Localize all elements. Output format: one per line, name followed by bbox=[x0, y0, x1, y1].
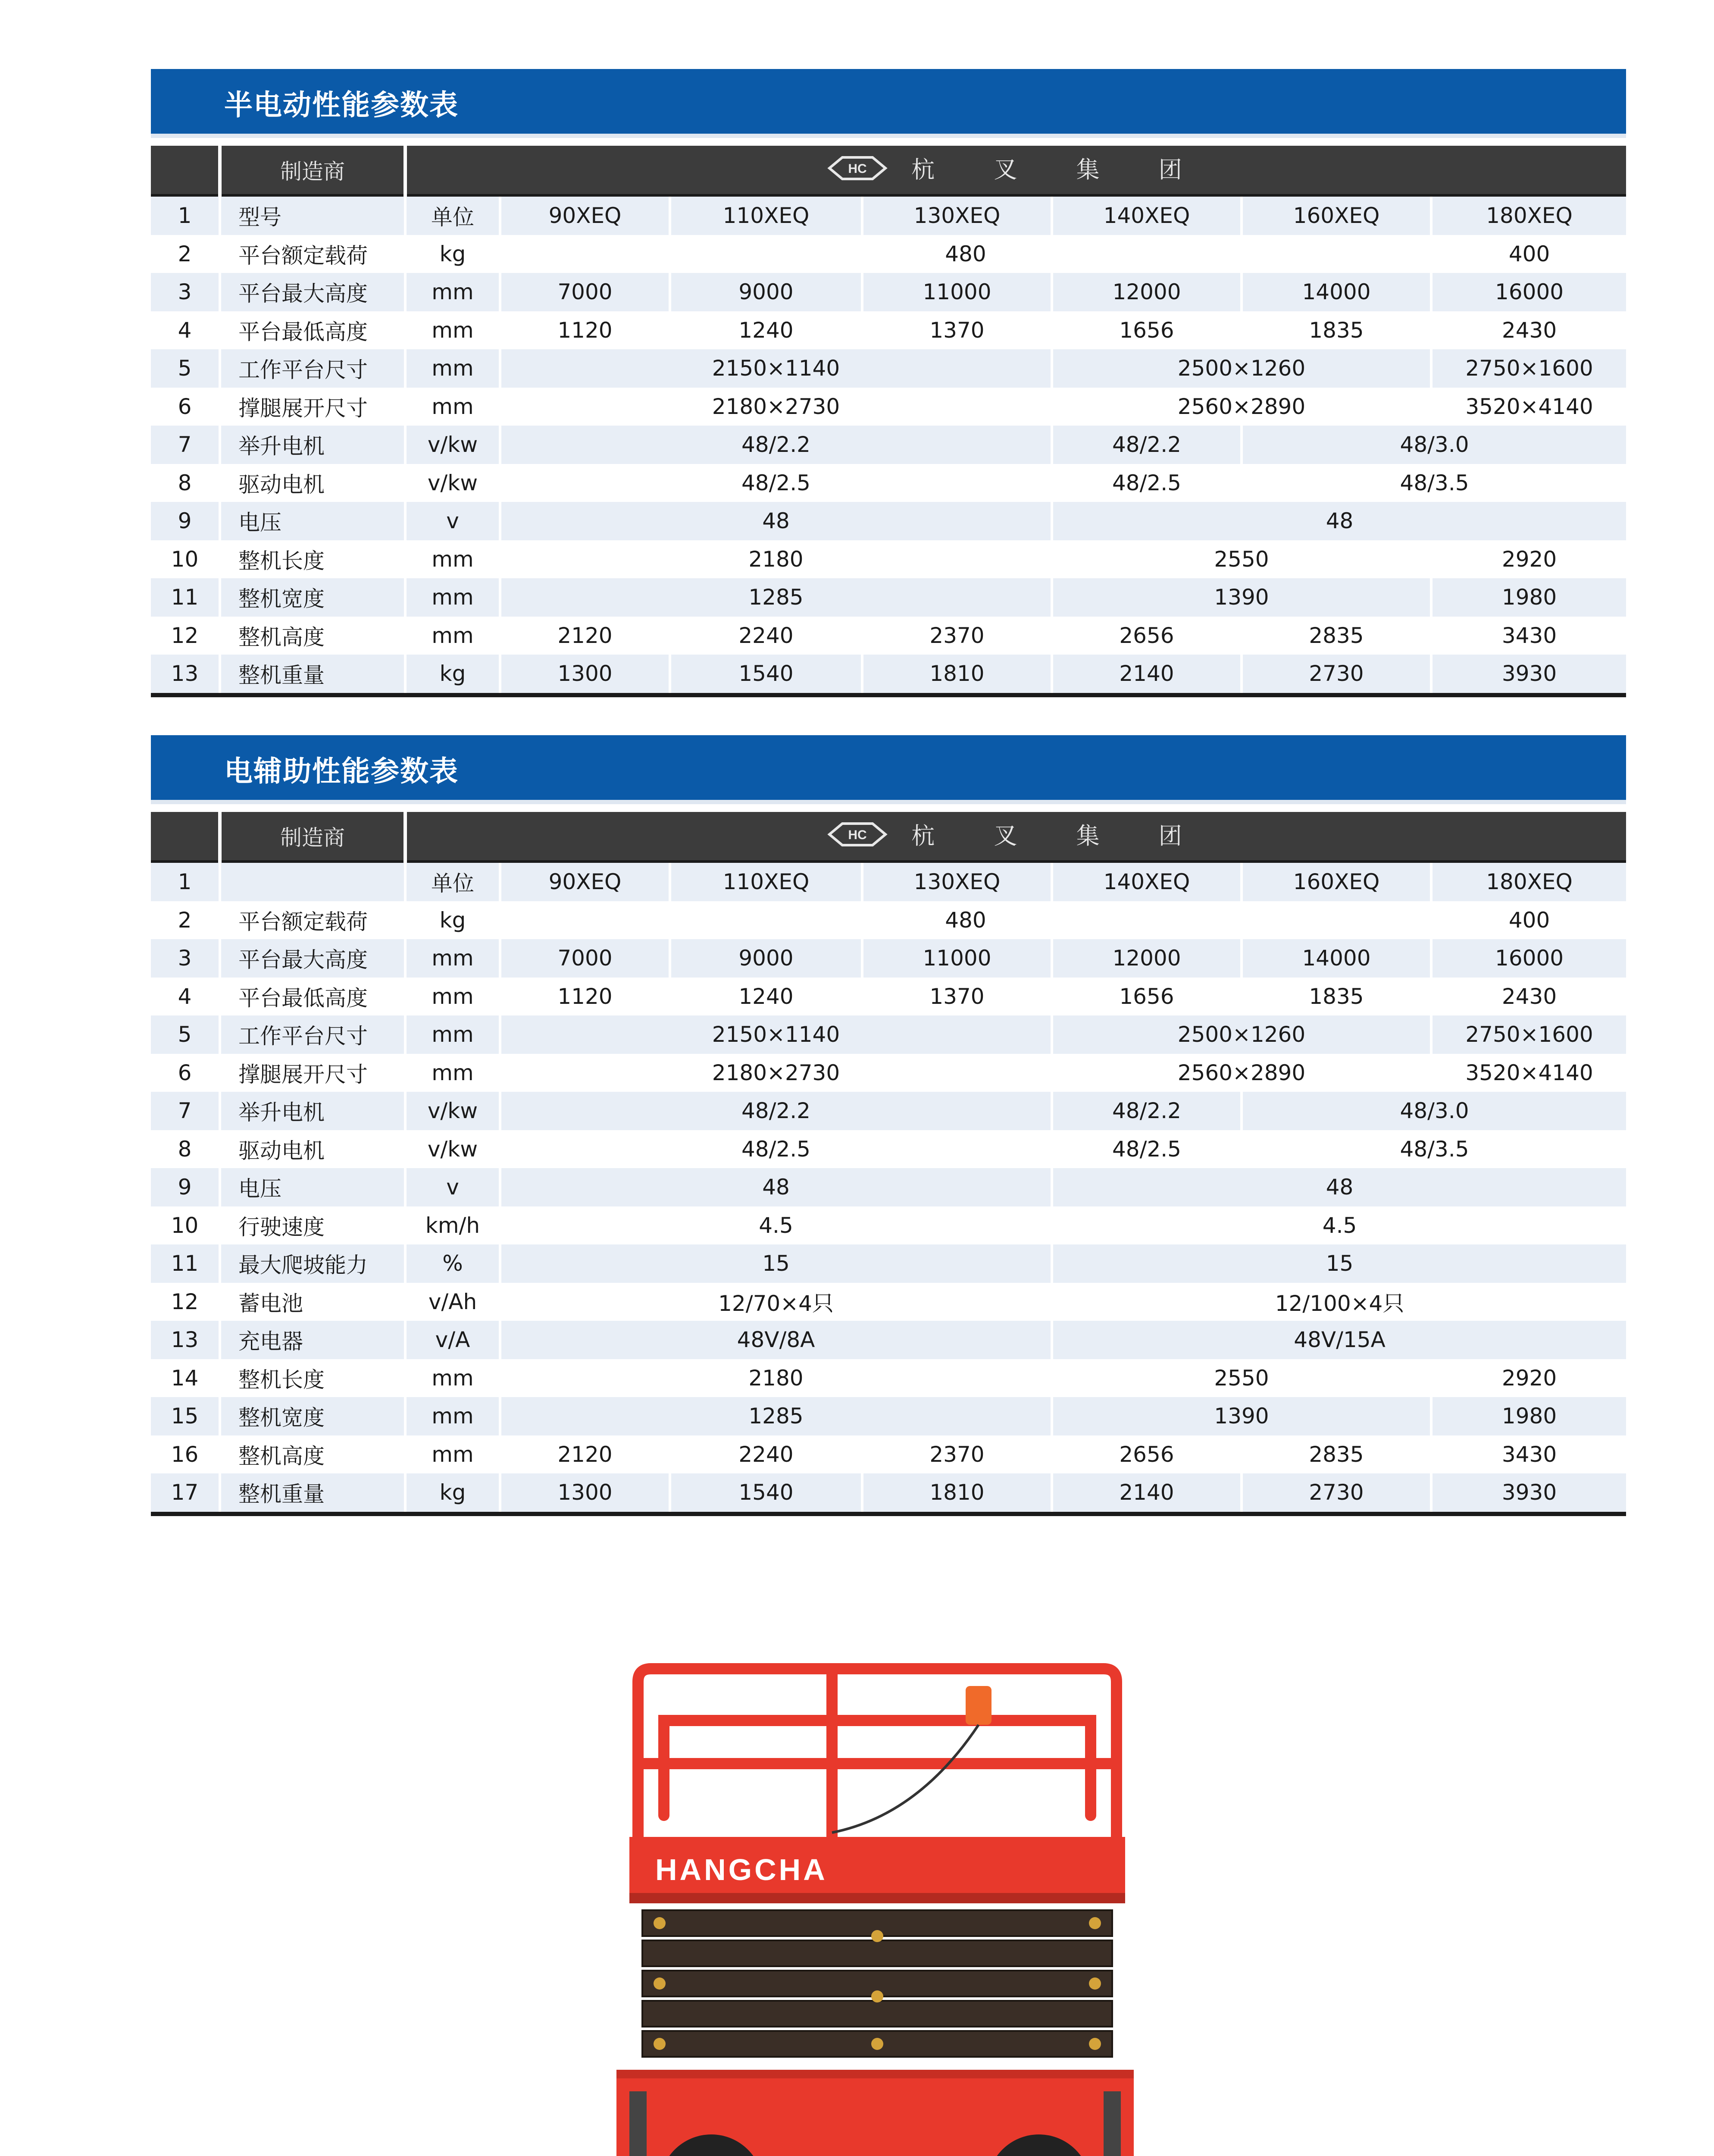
param-value: 2750×1600 bbox=[1431, 1015, 1626, 1054]
param-name: 整机高度 bbox=[220, 1435, 405, 1474]
hangcha-logo-icon bbox=[825, 819, 890, 849]
row-number: 1 bbox=[151, 195, 220, 235]
table2-section bbox=[151, 735, 1626, 1516]
param-name bbox=[220, 862, 405, 901]
param-name: 最大爬坡能力 bbox=[220, 1244, 405, 1283]
control-box bbox=[966, 1686, 991, 1725]
param-value: 1120 bbox=[500, 978, 670, 1016]
param-unit: v/kw bbox=[405, 426, 500, 464]
param-value: 1980 bbox=[1431, 578, 1626, 617]
param-value: 9000 bbox=[670, 273, 862, 311]
param-name: 平台最低高度 bbox=[220, 978, 405, 1016]
table-row bbox=[151, 235, 1626, 273]
param-unit: mm bbox=[405, 273, 500, 311]
row-number: 5 bbox=[151, 1015, 220, 1054]
table1-header-row bbox=[151, 146, 1626, 195]
table-row bbox=[151, 464, 1626, 502]
param-unit: kg bbox=[405, 655, 500, 695]
param-value: 1835 bbox=[1242, 978, 1431, 1016]
param-value: 2370 bbox=[862, 617, 1052, 655]
param-value: 3930 bbox=[1431, 655, 1626, 695]
param-value: 1656 bbox=[1052, 311, 1242, 350]
table2-title: 电辅助性能参数表 bbox=[224, 755, 459, 788]
param-value: 48/3.5 bbox=[1242, 1130, 1626, 1169]
param-name: 整机宽度 bbox=[220, 1397, 405, 1435]
table1-section bbox=[151, 69, 1626, 697]
table-row bbox=[151, 1206, 1626, 1245]
param-value: 12000 bbox=[1052, 273, 1242, 311]
param-value: 3430 bbox=[1431, 1435, 1626, 1474]
param-name: 整机重量 bbox=[220, 655, 405, 695]
param-value: 2835 bbox=[1242, 1435, 1431, 1474]
param-name: 工作平台尺寸 bbox=[220, 349, 405, 388]
param-value: 130XEQ bbox=[862, 862, 1052, 901]
param-value: 1835 bbox=[1242, 311, 1431, 350]
param-value: 1390 bbox=[1052, 1397, 1431, 1435]
param-value: 3520×4140 bbox=[1431, 1054, 1626, 1092]
row-number: 9 bbox=[151, 1168, 220, 1206]
param-value: 48/2.2 bbox=[1052, 1092, 1242, 1130]
param-value: 2730 bbox=[1242, 1473, 1431, 1514]
param-value: 2920 bbox=[1431, 1359, 1626, 1398]
param-name: 电压 bbox=[220, 502, 405, 540]
param-value: 12/70×4只 bbox=[500, 1283, 1052, 1321]
param-value: 48/2.5 bbox=[1052, 464, 1242, 502]
param-value: 1370 bbox=[862, 978, 1052, 1016]
param-value: 110XEQ bbox=[670, 195, 862, 235]
row-number: 5 bbox=[151, 349, 220, 388]
param-unit: kg bbox=[405, 901, 500, 940]
param-unit: mm bbox=[405, 578, 500, 617]
param-name: 整机重量 bbox=[220, 1473, 405, 1514]
param-value: 48/3.5 bbox=[1242, 464, 1626, 502]
param-value: 1120 bbox=[500, 311, 670, 350]
param-name: 平台最低高度 bbox=[220, 311, 405, 350]
param-name: 平台最大高度 bbox=[220, 273, 405, 311]
table1 bbox=[151, 146, 1626, 697]
param-value: 48 bbox=[500, 1168, 1052, 1206]
table-row bbox=[151, 1397, 1626, 1435]
table2-banner bbox=[151, 735, 1626, 804]
param-value: 11000 bbox=[862, 273, 1052, 311]
param-value: 140XEQ bbox=[1052, 862, 1242, 901]
param-unit: v bbox=[405, 502, 500, 540]
param-value: 160XEQ bbox=[1242, 195, 1431, 235]
maker-value-cell bbox=[405, 146, 1626, 195]
param-unit: % bbox=[405, 1244, 500, 1283]
table-row bbox=[151, 1473, 1626, 1514]
scissor-lift-illustration bbox=[530, 1634, 1185, 2156]
param-unit: mm bbox=[405, 978, 500, 1016]
param-value: 48V/8A bbox=[500, 1321, 1052, 1359]
param-value: 1285 bbox=[500, 1397, 1052, 1435]
param-value: 2430 bbox=[1431, 311, 1626, 350]
param-value: 2656 bbox=[1052, 1435, 1242, 1474]
row-number: 13 bbox=[151, 1321, 220, 1359]
param-unit: v/kw bbox=[405, 464, 500, 502]
param-value: 2730 bbox=[1242, 655, 1431, 695]
table-row bbox=[151, 388, 1626, 426]
param-value: 48/2.2 bbox=[500, 426, 1052, 464]
param-value: 2500×1260 bbox=[1052, 349, 1431, 388]
table-row bbox=[151, 1435, 1626, 1474]
table-row bbox=[151, 939, 1626, 978]
param-value: 14000 bbox=[1242, 939, 1431, 978]
param-value: 7000 bbox=[500, 273, 670, 311]
param-value: 1240 bbox=[670, 311, 862, 350]
param-value: 130XEQ bbox=[862, 195, 1052, 235]
param-value: 2150×1140 bbox=[500, 349, 1052, 388]
table-row bbox=[151, 1015, 1626, 1054]
param-value: 12/100×4只 bbox=[1052, 1283, 1626, 1321]
param-unit: mm bbox=[405, 939, 500, 978]
table-row bbox=[151, 1283, 1626, 1321]
row-number: 17 bbox=[151, 1473, 220, 1514]
param-value: 16000 bbox=[1431, 273, 1626, 311]
row-number: 8 bbox=[151, 1130, 220, 1169]
param-value: 2180 bbox=[500, 1359, 1052, 1398]
param-value: 1980 bbox=[1431, 1397, 1626, 1435]
param-name: 整机长度 bbox=[220, 1359, 405, 1398]
param-unit: v/Ah bbox=[405, 1283, 500, 1321]
param-value: 2180 bbox=[500, 540, 1052, 579]
table1-title: 半电动性能参数表 bbox=[224, 88, 459, 122]
param-value: 180XEQ bbox=[1431, 862, 1626, 901]
param-value: 48/3.0 bbox=[1242, 1092, 1626, 1130]
row-number: 3 bbox=[151, 939, 220, 978]
param-value: 2370 bbox=[862, 1435, 1052, 1474]
row-number: 14 bbox=[151, 1359, 220, 1398]
param-value: 1656 bbox=[1052, 978, 1242, 1016]
table-row bbox=[151, 862, 1626, 901]
table-row bbox=[151, 311, 1626, 350]
param-value: 2140 bbox=[1052, 1473, 1242, 1514]
param-name: 撑腿展开尺寸 bbox=[220, 388, 405, 426]
param-value: 2120 bbox=[500, 1435, 670, 1474]
param-name: 撑腿展开尺寸 bbox=[220, 1054, 405, 1092]
row-number: 9 bbox=[151, 502, 220, 540]
param-value: 1540 bbox=[670, 655, 862, 695]
table-row bbox=[151, 1168, 1626, 1206]
param-unit: 单位 bbox=[405, 862, 500, 901]
param-value: 2150×1140 bbox=[500, 1015, 1052, 1054]
param-value: 1240 bbox=[670, 978, 862, 1016]
table-row bbox=[151, 540, 1626, 579]
param-value: 2560×2890 bbox=[1052, 1054, 1431, 1092]
param-value: 14000 bbox=[1242, 273, 1431, 311]
param-value: 48 bbox=[1052, 1168, 1626, 1206]
param-value: 480 bbox=[500, 901, 1431, 940]
param-value: 110XEQ bbox=[670, 862, 862, 901]
row-number: 3 bbox=[151, 273, 220, 311]
hangcha-logo-icon bbox=[825, 153, 890, 183]
table-row bbox=[151, 1130, 1626, 1169]
param-value: 2180×2730 bbox=[500, 1054, 1052, 1092]
param-value: 12000 bbox=[1052, 939, 1242, 978]
param-value: 4.5 bbox=[500, 1206, 1052, 1245]
param-unit: mm bbox=[405, 1397, 500, 1435]
param-value: 1300 bbox=[500, 1473, 670, 1514]
row-number: 12 bbox=[151, 1283, 220, 1321]
row-number: 15 bbox=[151, 1397, 220, 1435]
param-unit: v/kw bbox=[405, 1130, 500, 1169]
param-value: 2920 bbox=[1431, 540, 1626, 579]
param-unit: mm bbox=[405, 1435, 500, 1474]
param-value: 48/2.5 bbox=[500, 464, 1052, 502]
row-number: 8 bbox=[151, 464, 220, 502]
param-name: 平台额定载荷 bbox=[220, 235, 405, 273]
row-number: 13 bbox=[151, 655, 220, 695]
maker-value: 杭 叉 集 团 bbox=[911, 822, 1208, 850]
table-row bbox=[151, 1054, 1626, 1092]
param-value: 9000 bbox=[670, 939, 862, 978]
param-value: 3430 bbox=[1431, 617, 1626, 655]
row-number: 6 bbox=[151, 388, 220, 426]
table-row bbox=[151, 195, 1626, 235]
param-value: 3930 bbox=[1431, 1473, 1626, 1514]
table-row bbox=[151, 426, 1626, 464]
param-name: 整机高度 bbox=[220, 617, 405, 655]
header-blank bbox=[151, 812, 220, 862]
row-number: 2 bbox=[151, 901, 220, 940]
table-row bbox=[151, 1321, 1626, 1359]
row-number: 4 bbox=[151, 978, 220, 1016]
param-name: 平台额定载荷 bbox=[220, 901, 405, 940]
param-value: 90XEQ bbox=[500, 195, 670, 235]
param-value: 48/2.2 bbox=[500, 1092, 1052, 1130]
table-row bbox=[151, 1244, 1626, 1283]
param-value: 4.5 bbox=[1052, 1206, 1626, 1245]
table-row bbox=[151, 655, 1626, 695]
param-value: 48V/15A bbox=[1052, 1321, 1626, 1359]
table-row bbox=[151, 349, 1626, 388]
param-value: 160XEQ bbox=[1242, 862, 1431, 901]
param-name: 驱动电机 bbox=[220, 464, 405, 502]
param-value: 1285 bbox=[500, 578, 1052, 617]
param-name: 工作平台尺寸 bbox=[220, 1015, 405, 1054]
param-value: 48 bbox=[500, 502, 1052, 540]
param-value: 48/3.0 bbox=[1242, 426, 1626, 464]
param-unit: kg bbox=[405, 235, 500, 273]
param-unit: mm bbox=[405, 349, 500, 388]
param-unit: km/h bbox=[405, 1206, 500, 1245]
table2 bbox=[151, 812, 1626, 1516]
param-value: 16000 bbox=[1431, 939, 1626, 978]
param-unit: mm bbox=[405, 388, 500, 426]
param-value: 2120 bbox=[500, 617, 670, 655]
param-name: 充电器 bbox=[220, 1321, 405, 1359]
param-unit: mm bbox=[405, 540, 500, 579]
param-value: 2500×1260 bbox=[1052, 1015, 1431, 1054]
param-name: 驱动电机 bbox=[220, 1130, 405, 1169]
param-name: 蓄电池 bbox=[220, 1283, 405, 1321]
param-value: 1540 bbox=[670, 1473, 862, 1514]
param-value: 2430 bbox=[1431, 978, 1626, 1016]
table-row bbox=[151, 617, 1626, 655]
row-number: 7 bbox=[151, 426, 220, 464]
param-value: 1390 bbox=[1052, 578, 1431, 617]
row-number: 16 bbox=[151, 1435, 220, 1474]
header-blank bbox=[151, 146, 220, 195]
param-value: 48/2.2 bbox=[1052, 426, 1242, 464]
param-value: 180XEQ bbox=[1431, 195, 1626, 235]
table-row bbox=[151, 1092, 1626, 1130]
param-value: 3520×4140 bbox=[1431, 388, 1626, 426]
param-value: 1810 bbox=[862, 1473, 1052, 1514]
param-value: 7000 bbox=[500, 939, 670, 978]
logo-text: HC bbox=[848, 827, 867, 842]
table-row bbox=[151, 502, 1626, 540]
row-number: 10 bbox=[151, 540, 220, 579]
param-unit: mm bbox=[405, 1054, 500, 1092]
row-number: 1 bbox=[151, 862, 220, 901]
param-value: 400 bbox=[1431, 235, 1626, 273]
param-value: 2656 bbox=[1052, 617, 1242, 655]
param-unit: v/kw bbox=[405, 1092, 500, 1130]
param-unit: v/A bbox=[405, 1321, 500, 1359]
param-name: 举升电机 bbox=[220, 1092, 405, 1130]
row-number: 12 bbox=[151, 617, 220, 655]
param-name: 电压 bbox=[220, 1168, 405, 1206]
table-row bbox=[151, 978, 1626, 1016]
param-value: 2180×2730 bbox=[500, 388, 1052, 426]
param-value: 400 bbox=[1431, 901, 1626, 940]
guardrail bbox=[638, 1669, 1117, 1837]
param-name: 整机宽度 bbox=[220, 578, 405, 617]
param-value: 90XEQ bbox=[500, 862, 670, 901]
table-row bbox=[151, 578, 1626, 617]
param-unit: kg bbox=[405, 1473, 500, 1514]
param-value: 2550 bbox=[1052, 1359, 1431, 1398]
param-unit: mm bbox=[405, 1359, 500, 1398]
table2-header-row bbox=[151, 812, 1626, 862]
maker-value: 杭 叉 集 团 bbox=[911, 156, 1208, 184]
param-value: 1370 bbox=[862, 311, 1052, 350]
maker-label: 制造商 bbox=[220, 812, 405, 862]
table-row bbox=[151, 901, 1626, 940]
param-name: 型号 bbox=[220, 195, 405, 235]
param-value: 2240 bbox=[670, 1435, 862, 1474]
param-value: 11000 bbox=[862, 939, 1052, 978]
machine-brand-text: HANGCHA bbox=[655, 1853, 828, 1887]
param-name: 平台最大高度 bbox=[220, 939, 405, 978]
param-value: 1300 bbox=[500, 655, 670, 695]
param-name: 整机长度 bbox=[220, 540, 405, 579]
param-name: 举升电机 bbox=[220, 426, 405, 464]
param-unit: mm bbox=[405, 311, 500, 350]
param-value: 48/2.5 bbox=[1052, 1130, 1242, 1169]
param-unit: mm bbox=[405, 617, 500, 655]
param-value: 1810 bbox=[862, 655, 1052, 695]
row-number: 11 bbox=[151, 1244, 220, 1283]
param-value: 15 bbox=[500, 1244, 1052, 1283]
table1-banner bbox=[151, 69, 1626, 138]
row-number: 7 bbox=[151, 1092, 220, 1130]
maker-value-cell bbox=[405, 812, 1626, 862]
param-value: 2560×2890 bbox=[1052, 388, 1431, 426]
param-value: 2240 bbox=[670, 617, 862, 655]
logo-text: HC bbox=[848, 161, 867, 176]
param-value: 140XEQ bbox=[1052, 195, 1242, 235]
param-value: 480 bbox=[500, 235, 1431, 273]
param-value: 48/2.5 bbox=[500, 1130, 1052, 1169]
param-unit: v bbox=[405, 1168, 500, 1206]
maker-label: 制造商 bbox=[220, 146, 405, 195]
table-row bbox=[151, 1359, 1626, 1398]
param-value: 48 bbox=[1052, 502, 1626, 540]
param-unit: mm bbox=[405, 1015, 500, 1054]
row-number: 6 bbox=[151, 1054, 220, 1092]
param-value: 2835 bbox=[1242, 617, 1431, 655]
row-number: 11 bbox=[151, 578, 220, 617]
row-number: 10 bbox=[151, 1206, 220, 1245]
param-unit: 单位 bbox=[405, 195, 500, 235]
param-name: 行驶速度 bbox=[220, 1206, 405, 1245]
row-number: 4 bbox=[151, 311, 220, 350]
param-value: 15 bbox=[1052, 1244, 1626, 1283]
param-value: 2750×1600 bbox=[1431, 349, 1626, 388]
table-row bbox=[151, 273, 1626, 311]
param-value: 2140 bbox=[1052, 655, 1242, 695]
param-value: 2550 bbox=[1052, 540, 1431, 579]
row-number: 2 bbox=[151, 235, 220, 273]
